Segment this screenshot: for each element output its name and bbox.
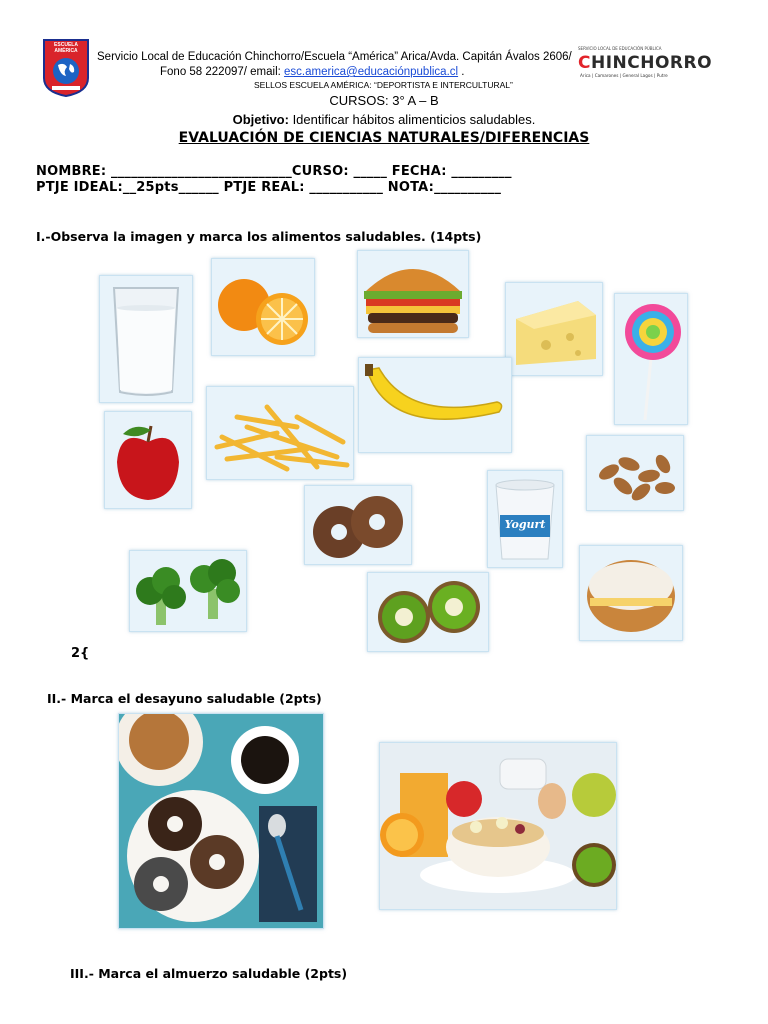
food-item-french-fries[interactable]: [206, 386, 354, 480]
food-item-milk-glass[interactable]: [99, 275, 193, 403]
student-info-line: NOMBRE: ___________________________CURSO: _____ FECHA: _________: [36, 164, 512, 179]
email-link[interactable]: esc.america@educaciónpublica.cl: [284, 66, 459, 78]
food-item-cheese[interactable]: [505, 282, 603, 376]
food-item-almonds[interactable]: [586, 435, 684, 511]
breakfast-option-donuts[interactable]: [118, 713, 324, 929]
food-item-kiwi[interactable]: [367, 572, 489, 652]
school-logo: ESCUELA AMÉRICA: [42, 38, 90, 98]
food-item-yogurt[interactable]: [487, 470, 563, 568]
chinchorro-logo: SERVICIO LOCAL DE EDUCACIÓN PÚBLICA CHINCHORRO Arica | Camarones | General Lagos | Putre: [578, 46, 713, 78]
section-2-heading: II.- Marca el desayuno saludable (2pts): [47, 691, 322, 706]
yogurt-label: Yogurt: [504, 518, 546, 531]
food-item-cream-bun[interactable]: [579, 545, 683, 641]
food-item-oranges[interactable]: [211, 258, 315, 356]
food-item-lollipop[interactable]: [614, 293, 688, 425]
food-item-hamburger[interactable]: [357, 250, 469, 338]
header-address: Servicio Local de Educación Chinchorro/Escuela “América” Arica/Avda. Capitán Ávalos 2606/: [97, 51, 572, 63]
food-item-banana[interactable]: [358, 357, 512, 453]
breakfast-option-healthy[interactable]: [379, 742, 617, 910]
food-item-apple[interactable]: [104, 411, 192, 509]
section-1-heading: I.-Observa la imagen y marca los alimentos saludables. (14pts): [36, 229, 482, 244]
food-item-broccoli[interactable]: [129, 550, 247, 632]
page-title: EVALUACIÓN DE CIENCIAS NATURALES/DIFERENCIAS: [178, 130, 590, 146]
section-3-heading: III.- Marca el almuerzo saludable (2pts): [70, 966, 348, 981]
header-sellos: SELLOS ESCUELA AMÉRICA: “DEPORTISTA E INTERCULTURAL”: [254, 80, 513, 90]
food-item-donuts[interactable]: [304, 485, 412, 565]
answer-mark: 2{: [71, 646, 90, 661]
score-line: PTJE IDEAL:__25pts______ PTJE REAL: ___________ NOTA:__________: [36, 180, 502, 195]
cursos-label: CURSOS: 3° A – B: [329, 93, 439, 108]
header-contact: Fono 58 222097/ email: esc.america@educaciónpublica.cl .: [160, 66, 465, 78]
objetivo-label: Objetivo: Identificar hábitos alimenticios saludables.: [232, 112, 536, 127]
